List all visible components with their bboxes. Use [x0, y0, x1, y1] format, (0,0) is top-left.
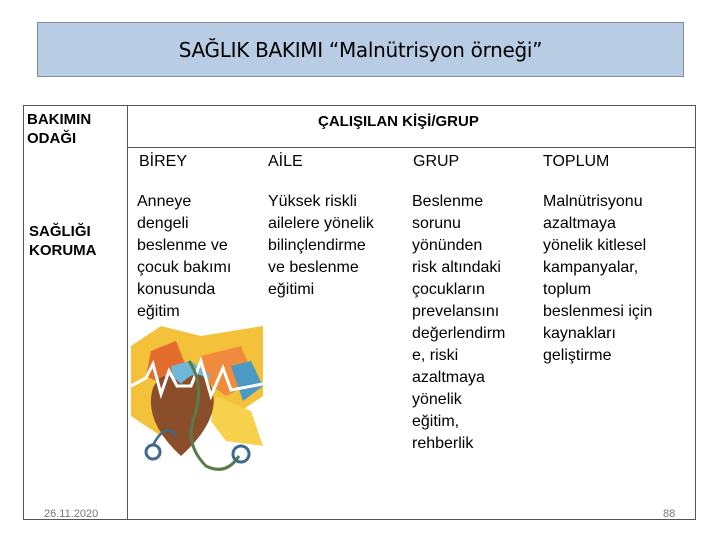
column-header-community: TOPLUM	[543, 153, 610, 170]
cell-family: Yüksek riskli ailelere yönelik bilinçlendirme ve beslenme eğitimi	[268, 193, 374, 298]
health-heart-illustration	[131, 326, 263, 514]
cell-community: Malnütrisyonu azaltmaya yönelik kitlesel kampanyalar, toplum beslenmesi için kaynakları geliştirme	[543, 193, 653, 364]
row-header-focus: BAKIMIN ODAĞI	[27, 111, 92, 147]
column-divider	[127, 105, 128, 520]
cell-group: Beslenme sorunu yönünden risk altındaki çocukların prevelansını değerlendirm e, riski azaltmaya yönelik eğitim, rehberlik	[412, 193, 506, 452]
footer-date: 26.11.2020	[44, 508, 99, 520]
row-header-protection: SAĞLIĞI KORUMA	[29, 223, 97, 259]
column-header-individual: BİREY	[139, 153, 188, 170]
column-header-family: AİLE	[268, 153, 303, 170]
column-header-group: GRUP	[413, 153, 460, 170]
cell-individual: Anneye dengeli beslenme ve çocuk bakımı konusunda eğitim	[137, 193, 232, 320]
group-header: ÇALIŞILAN KİŞİ/GRUP	[318, 113, 479, 130]
slide-title: SAĞLIK BAKIMI “Malnütrisyon örneği”	[37, 22, 684, 77]
page-number: 88	[663, 508, 676, 520]
header-divider	[127, 147, 696, 148]
